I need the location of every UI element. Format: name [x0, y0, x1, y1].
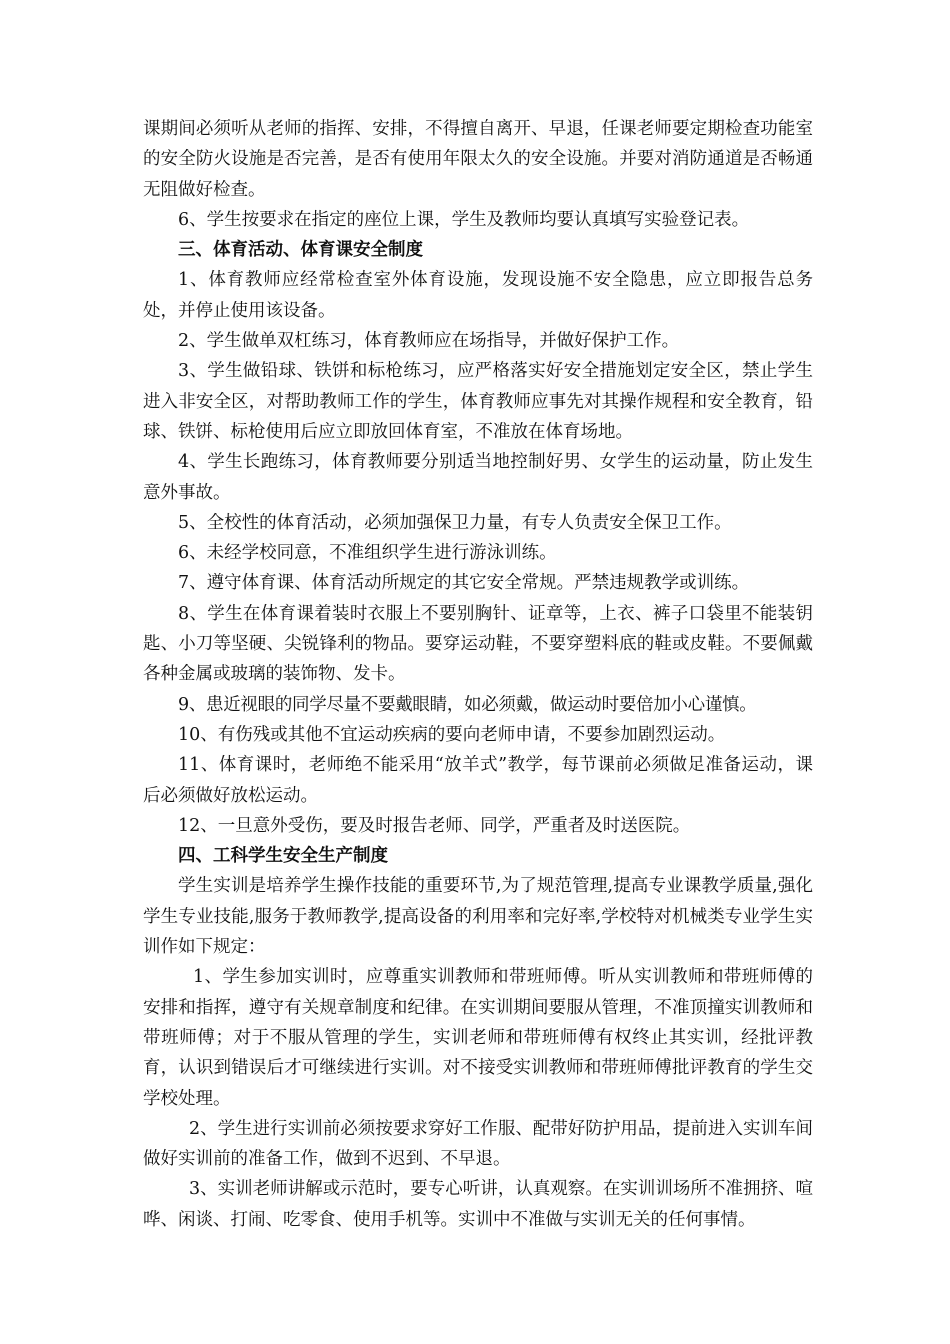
- body-paragraph: 3、实训老师讲解或示范时，要专心听讲，认真观察。在实训训场所不准拥挤、喧哗、闲谈、打闹、吃零食、使用手机等。实训中不准做与实训无关的任何事情。: [143, 1179, 813, 1230]
- body-paragraph: 2、学生做单双杠练习，体育教师应在场指导，并做好保护工作。: [178, 331, 680, 352]
- body-paragraph: 7、遵守体育课、体育活动所规定的其它安全常规。严禁违规教学或训练。: [178, 573, 750, 594]
- body-paragraph: 1、学生参加实训时，应尊重实训教师和带班师傅。听从实训教师和带班师傅的安排和指挥，遵守有关规章制度和纪律。在实训期间要服从管理，不准顶撞实训教师和带班师傅；对于不服从管理的学生，实训老师和带班师傅有权终止其实训，经批评教育，认识到错误后才可继续进行实训。对不接受实训教师和带班师傅批评教育的学生交学校处理。: [143, 967, 813, 1109]
- section-heading: 三、体育活动、体育课安全制度: [178, 240, 423, 261]
- body-paragraph: 5、全校性的体育活动，必须加强保卫力量，有专人负责安全保卫工作。: [178, 512, 732, 533]
- body-paragraph: 3、学生做铅球、铁饼和标枪练习，应严格落实好安全措施划定安全区，禁止学生进入非安全区，对帮助教师工作的学生，体育教师应事先对其操作规程和安全教育，铅球、铁饼、标枪使用后应立即放回体育室，不准放在体育场地。: [143, 361, 813, 442]
- section-heading: 四、工科学生安全生产制度: [178, 846, 388, 867]
- body-paragraph: 2、学生进行实训前必须按要求穿好工作服、配带好防护用品，提前进入实训车间做好实训前的准备工作，做到不迟到、不早退。: [143, 1118, 813, 1170]
- body-paragraph: 9、患近视眼的同学尽量不要戴眼睛，如必须戴，做运动时要倍加小心谨慎。: [178, 694, 757, 715]
- document-body: [143, 114, 813, 1235]
- body-paragraph: 8、学生在体育课着装时衣服上不要别胸针、证章等，上衣、裤子口袋里不能装钥匙、小刀等坚硬、尖锐锋利的物品。要穿运动鞋，不要穿塑料底的鞋或皮鞋。不要佩戴各种金属或玻璃的装饰物、发卡。: [143, 603, 813, 685]
- body-paragraph: 12、一旦意外受伤，要及时报告老师、同学，严重者及时送医院。: [178, 815, 691, 836]
- body-paragraph: 10、有伤残或其他不宜运动疾病的要向老师申请，不要参加剧烈运动。: [178, 724, 726, 745]
- body-paragraph: 1、体育教师应经常检查室外体育设施，发现设施不安全隐患，应立即报告总务处，并停止使用该设备。: [143, 270, 813, 321]
- body-paragraph: 4、学生长跑练习，体育教师要分别适当地控制好男、女学生的运动量，防止发生意外事故。: [143, 452, 813, 503]
- body-paragraph: 6、学生按要求在指定的座位上课，学生及教师均要认真填写实验登记表。: [178, 209, 750, 230]
- body-paragraph: 学生实训是培养学生操作技能的重要环节,为了规范管理,提高专业课教学质量,强化学生专业技能,服务于教师教学,提高设备的利用率和完好率,学校特对机械类专业学生实训作如下规定：: [143, 876, 813, 958]
- body-paragraph: 11、体育课时，老师绝不能采用“放羊式”教学，每节课前必须做足准备运动，课后必须做好放松运动。: [143, 755, 813, 806]
- body-paragraph: 课期间必须听从老师的指挥、安排，不得擅自离开、早退，任课老师要定期检查功能室的安全防火设施是否完善，是否有使用年限太久的安全设施。并要对消防通道是否畅通无阻做好检查。: [143, 119, 813, 200]
- body-paragraph: 6、未经学校同意，不准组织学生进行游泳训练。: [178, 543, 557, 564]
